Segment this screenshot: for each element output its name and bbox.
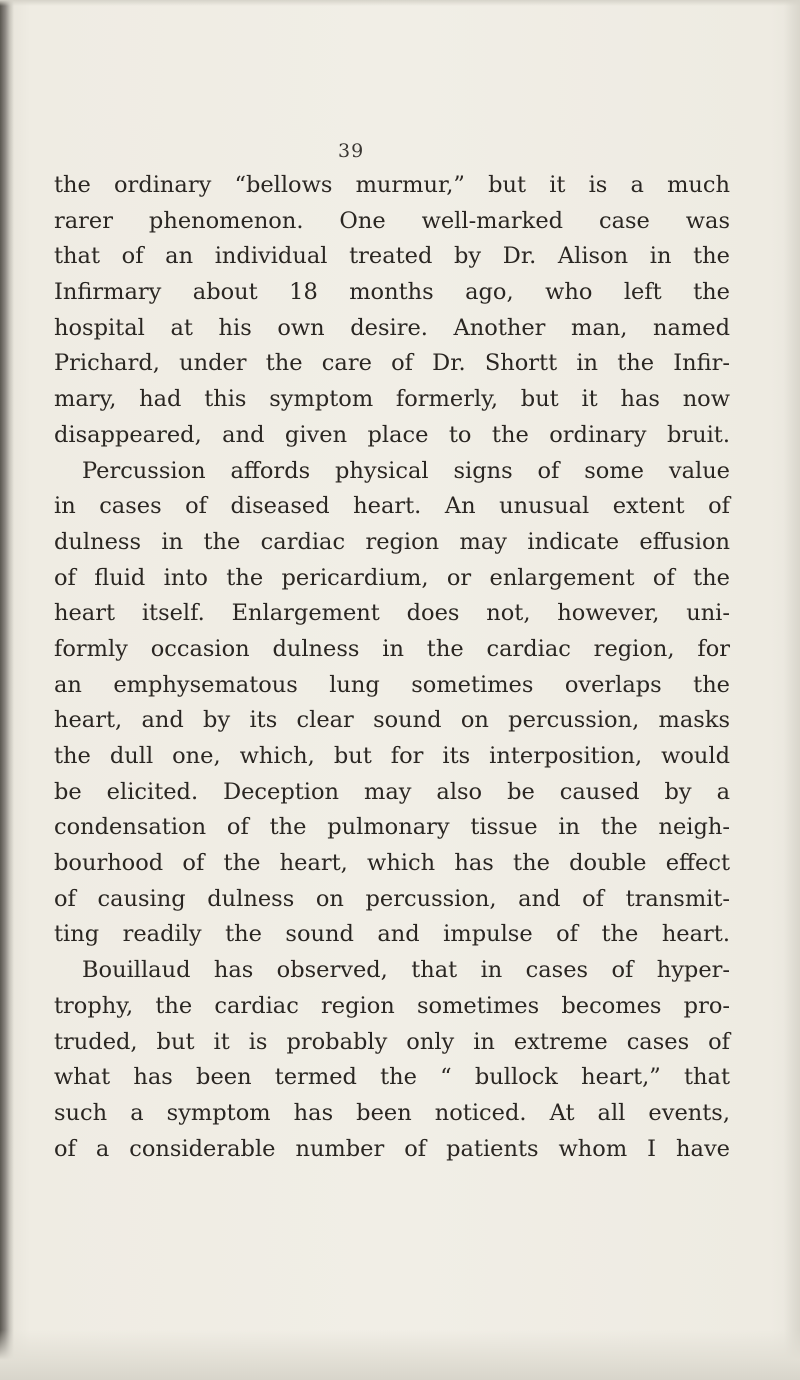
text-line: what has been termed the “ bullock heart,” that [54,1064,730,1091]
text-line: hospital at his own desire. Another man, named [54,314,730,341]
text-line: formly occasion dulness in the cardiac region, for [54,635,730,662]
text-line: the ordinary “bellows murmur,” but it is a much [54,172,730,198]
text-line: truded, but it is probably only in extreme cases of [54,1028,730,1055]
page-bottom-shadow [0,1330,800,1380]
text-line: such a symptom has been noticed. At all events, [54,1099,730,1126]
text-line: ting readily the sound and impulse of the heart. [54,921,730,948]
paragraph-start-line: Bouillaud has observed, that in cases of hyper- [82,957,730,984]
paragraph-start-line: Percussion affords physical signs of some value [82,457,730,484]
text-line: be elicited. Deception may also be caused by a [54,778,730,805]
text-line: bourhood of the heart, which has the double effect [54,850,730,877]
text-line: Infirmary about 18 months ago, who left the [54,279,730,306]
text-line: dulness in the cardiac region may indicate effusion [54,528,730,555]
text-line: that of an individual treated by Dr. Alison in the [54,243,730,270]
text-line: mary, had this symptom formerly, but it has now [54,386,730,413]
text-line: Prichard, under the care of Dr. Shortt in the Infir- [54,350,730,377]
page-left-edge [0,0,14,1380]
page-right-edge [784,0,800,1380]
body-text [54,168,730,1167]
text-line: heart, and by its clear sound on percussion, masks [54,707,730,734]
text-line: trophy, the cardiac region sometimes becomes pro- [54,992,730,1019]
page-number: 39 [338,140,365,162]
text-line: of fluid into the pericardium, or enlargement of the [54,564,730,591]
text-line: the dull one, which, but for its interposition, would [54,743,730,769]
text-line: rarer phenomenon. One well-marked case was [54,207,730,234]
text-line: condensation of the pulmonary tissue in the neigh- [54,814,730,841]
page-top-edge [0,0,800,6]
text-line: an emphysematous lung sometimes overlaps the [54,671,730,698]
text-line: disappeared, and given place to the ordinary bruit. [54,421,730,448]
text-line: in cases of diseased heart. An unusual extent of [54,493,730,520]
text-line: of causing dulness on percussion, and of transmit- [54,885,730,912]
text-line: of a considerable number of patients whom I have [54,1135,730,1162]
text-line: heart itself. Enlargement does not, however, uni- [54,600,730,627]
